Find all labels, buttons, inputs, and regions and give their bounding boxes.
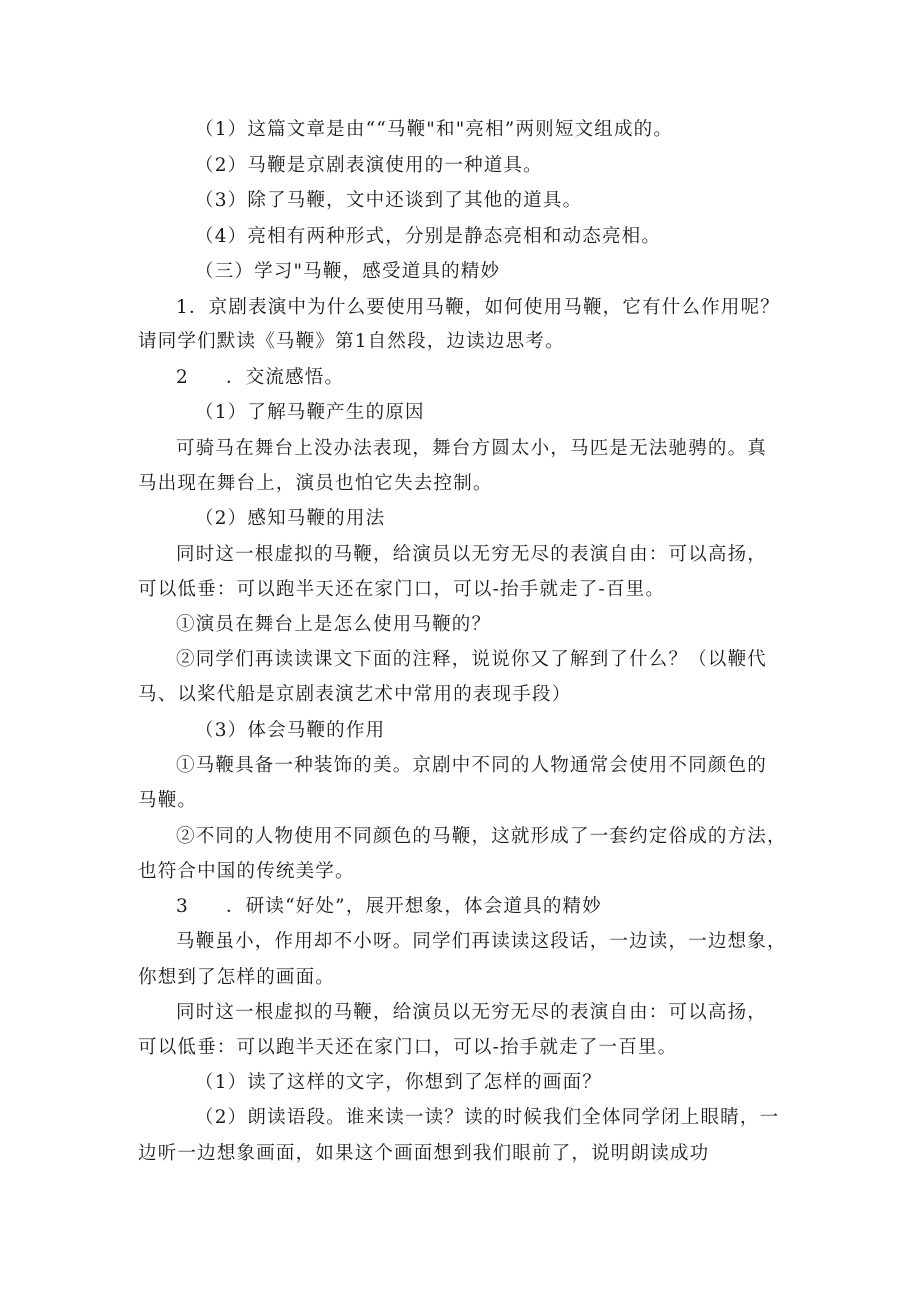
text-line: 请同学们默读《马鞭》第1自然段，边读边思考。 <box>138 331 565 352</box>
text-line: （1）读了这样的文字，你想到了怎样的画面？ <box>195 1072 602 1093</box>
text-line: ①演员在舞台上是怎么使用马鞭的？ <box>176 614 492 635</box>
list-number: 3 <box>176 896 189 917</box>
text-line: （1）这篇文章是由““马鞭"和"亮相”两则短文组成的。 <box>195 119 674 140</box>
text-line: （3）除了马鞭，文中还谈到了其他的道具。 <box>195 190 583 211</box>
text-line: 马鞭。 <box>138 790 198 811</box>
text-line: 你想到了怎样的画面。 <box>138 967 336 988</box>
text-line: 马、以桨代船是京剧表演艺术中常用的表现手段） <box>138 684 572 705</box>
text-line: 边听一边想象画面，如果这个画面想到我们眼前了，说明朗读成功 <box>138 1143 710 1164</box>
text-line: 同时这一根虚拟的马鞭，给演员以无穷无尽的表演自由：可以高扬， <box>176 1002 768 1023</box>
text-line: ②同学们再读读课文下面的注释，说说你又了解到了什么？（以鞭代 <box>176 649 768 670</box>
text-line: ①马鞭具备一种装饰的美。京剧中不同的人物通常会使用不同颜色的 <box>176 755 768 776</box>
text-line: 可以低垂：可以跑半天还在家门口，可以-抬手就走了-百里。 <box>138 579 666 600</box>
text-line: （2）朗读语段。谁来读一读？读的时候我们全体同学闭上眼睛，一 <box>195 1107 780 1128</box>
text-line: （2）感知马鞭的用法 <box>195 508 386 529</box>
text-line: （1）了解马鞭产生的原因 <box>195 402 425 423</box>
text-line: 马鞭虽小，作用却不小呀。同学们再读读这段话，一边读，一边想象， <box>176 931 787 952</box>
text-line: ②不同的人物使用不同颜色的马鞭，这就形成了一套约定俗成的方法， <box>176 826 787 847</box>
text-line: （4）亮相有两种形式，分别是静态亮相和动态亮相。 <box>195 226 662 247</box>
text-line: ．交流感悟。 <box>226 367 345 388</box>
text-line: 可以低垂：可以跑半天还在家门口，可以-抬手就走了一百里。 <box>138 1037 678 1058</box>
section-heading: （三）学习"马鞭，感受道具的精妙 <box>195 261 501 282</box>
text-line: ．研读“好处”，展开想象，体会道具的精妙 <box>226 896 602 917</box>
list-number: 2 <box>176 367 189 388</box>
text-line: 也符合中国的传统美学。 <box>138 861 355 882</box>
text-line: 1．京剧表演中为什么要使用马鞭，如何使用马鞭，它有什么作用呢？ <box>176 297 780 318</box>
text-line: 马出现在舞台上，演员也怕它失去控制。 <box>138 473 493 494</box>
text-line: （2）马鞭是京剧表演使用的一种道具。 <box>195 155 543 176</box>
text-line: 同时这一根虚拟的马鞭，给演员以无穷无尽的表演自由：可以高扬， <box>176 544 768 565</box>
text-line: 可骑马在舞台上没办法表现，舞台方圆太小，马匹是无法驰骋的。真 <box>176 438 768 459</box>
text-line: （3）体会马鞭的作用 <box>195 720 386 741</box>
